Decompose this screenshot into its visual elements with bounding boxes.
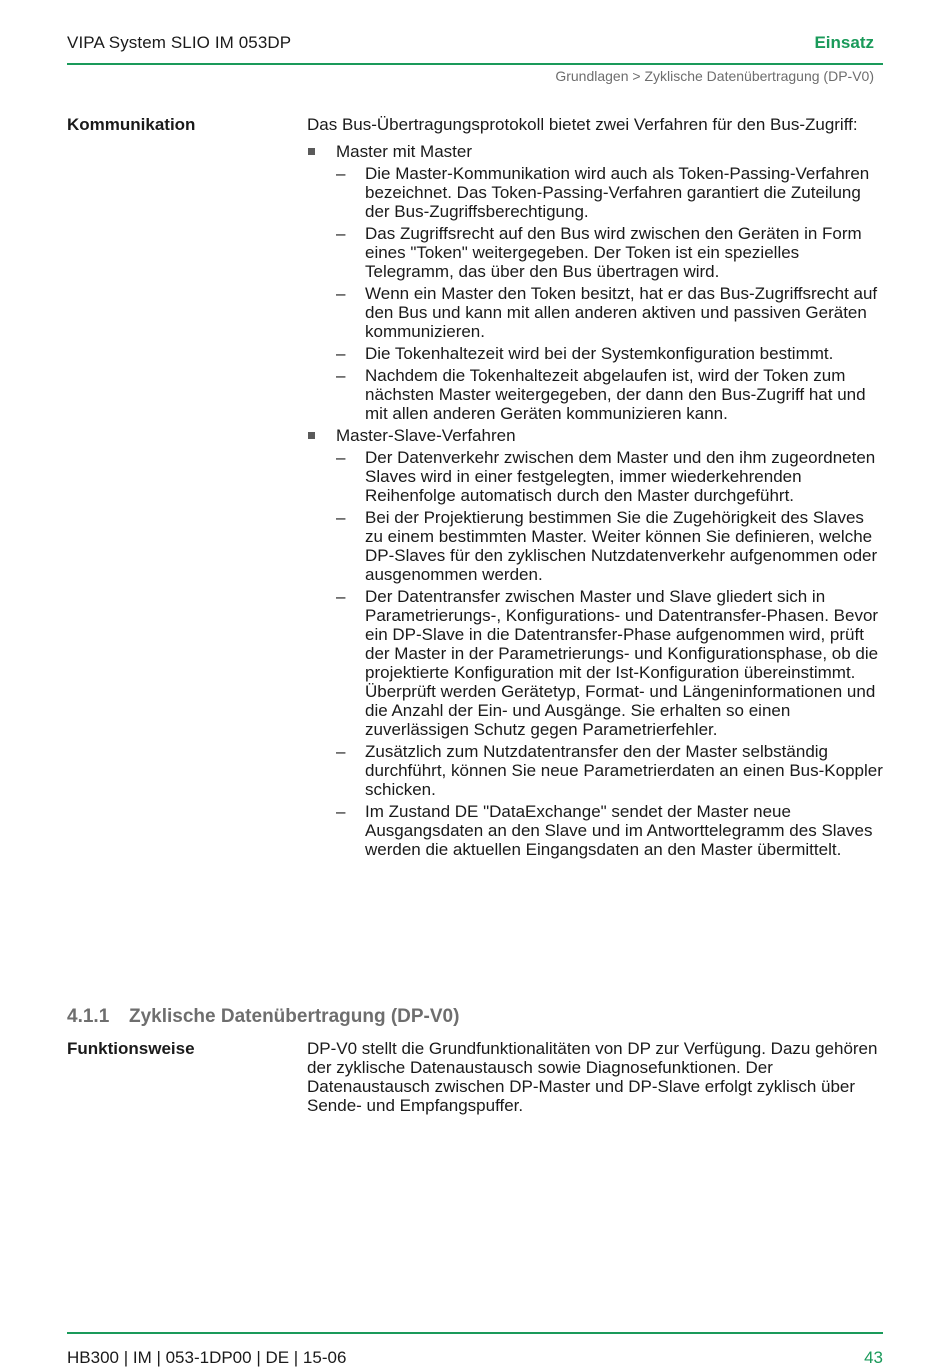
side-label-funktionsweise: Funktionsweise <box>67 1039 195 1058</box>
side-label-kommunikation: Kommunikation <box>67 115 196 134</box>
dash-icon: – <box>336 448 346 467</box>
sub-item-text: Das Zugriffsrecht auf den Bus wird zwischen den Geräten in Form eines "Token" weitergegeben. Der Token ist ein spezielles Telegramm, das über den Bus übertragen wird. <box>365 224 862 281</box>
section-number: 4.1.1 <box>67 1006 110 1027</box>
bullet-title: Master mit Master <box>336 142 473 161</box>
square-bullet-icon <box>308 148 315 155</box>
list-item <box>336 344 885 363</box>
sub-list <box>336 448 885 859</box>
bullet-title: Master-Slave-Verfahren <box>336 426 516 445</box>
sub-item-text: Die Tokenhaltezeit wird bei der Systemkonfiguration bestimmt. <box>365 344 834 363</box>
bullet-list <box>307 142 885 859</box>
sub-item-text: Der Datentransfer zwischen Master und Slave gliedert sich in Parametrierungs-, Konfigurations- und Datentransfer-Phasen. Bevor ein DP-Slave in die Datentransfer-Phase aufgenommen wird, prüft der Master in der Parametrierungs- und Konfigurationsphase, ob die projektierte Konfiguration mit der Ist-Konfiguration übereinstimmt. Überprüft werden Gerätetyp, Format- und Längeninformationen und die Anzahl der Ein- und Ausgänge. Sie erhalten so einen zuverlässigen Schutz gegen Parametrierfehler. <box>365 587 879 739</box>
sub-item-text: Nachdem die Tokenhaltezeit abgelaufen ist, wird der Token zum nächsten Master weitergegeben, der dann den Bus-Zugriff hat und mit allen anderen Geräten kommunizieren kann. <box>365 366 866 423</box>
sub-item-text: Im Zustand DE "DataExchange" sendet der Master neue Ausgangsdaten an den Slave und im Antworttelegramm des Slaves werden die aktuellen Eingangsdaten an den Master übermittelt. <box>365 802 873 859</box>
list-item <box>336 366 885 423</box>
dash-icon: – <box>336 344 346 363</box>
sub-item-text: Die Master-Kommunikation wird auch als Token-Passing-Verfahren bezeichnet. Das Token-Passing-Verfahren garantiert die Zuteilung der Bus-Zugriffsberechtigung. <box>365 164 870 221</box>
kommunikation-intro: Das Bus-Übertragungsprotokoll bietet zwei Verfahren für den Bus-Zugriff: <box>307 115 858 134</box>
list-item <box>336 284 885 341</box>
dash-icon: – <box>336 508 346 527</box>
list-item <box>336 164 885 221</box>
list-item <box>336 802 885 859</box>
footer-divider <box>67 1332 883 1334</box>
dash-icon: – <box>336 802 346 821</box>
sub-item-text: Wenn ein Master den Token besitzt, hat er das Bus-Zugriffsrecht auf den Bus und kann mit allen anderen aktiven und passiven Geräten kommunizieren. <box>365 284 878 341</box>
sub-item-text: Der Datenverkehr zwischen dem Master und den ihm zugeordneten Slaves wird in einer festgelegten, immer wiederkehrenden Reihenfolge automatisch durch den Master durchgeführt. <box>365 448 876 505</box>
dash-icon: – <box>336 224 346 243</box>
list-item <box>336 224 885 281</box>
dash-icon: – <box>336 742 346 761</box>
footer-doc-id: HB300 | IM | 053-1DP00 | DE | 15-06 <box>67 1348 347 1367</box>
square-bullet-icon <box>308 432 315 439</box>
list-item <box>336 508 885 584</box>
list-item <box>307 426 885 859</box>
list-item <box>307 142 885 423</box>
list-item <box>336 587 885 739</box>
sub-item-text: Zusätzlich zum Nutzdatentransfer den der Master selbständig durchführt, können Sie neue Parametrierdaten an einen Bus-Koppler schicken. <box>365 742 883 799</box>
funktionsweise-body <box>307 1039 885 1115</box>
dash-icon: – <box>336 366 346 385</box>
dash-icon: – <box>336 164 346 183</box>
dash-icon: – <box>336 587 346 606</box>
section-title: Zyklische Datenübertragung (DP-V0) <box>129 1006 460 1027</box>
kommunikation-body <box>307 115 885 862</box>
section-heading <box>67 1006 459 1028</box>
breadcrumb: Grundlagen > Zyklische Datenübertragung (DP-V0) <box>555 68 874 84</box>
sub-item-text: Bei der Projektierung bestimmen Sie die Zugehörigkeit des Slaves zu einem bestimmten Master. Weiter können Sie definieren, welche DP-Slaves für den zyklischen Nutzdatenverkehr aufgenommen oder ausgenommen werden. <box>365 508 878 584</box>
funktionsweise-text: DP-V0 stellt die Grundfunktionalitäten von DP zur Verfügung. Dazu gehören der zyklische Datenaustausch sowie Diagnosefunktionen. Der Datenaustausch zwischen DP-Master und DP-Slave erfolgt zyklisch über Sende- und Empfangspuffer. <box>307 1039 878 1115</box>
list-item <box>336 448 885 505</box>
list-item <box>336 742 885 799</box>
page-number: 43 <box>864 1348 883 1367</box>
header-divider <box>67 63 883 65</box>
dash-icon: – <box>336 284 346 303</box>
chapter-title: Einsatz <box>814 33 874 52</box>
sub-list <box>336 164 885 423</box>
document-title: VIPA System SLIO IM 053DP <box>67 33 292 52</box>
